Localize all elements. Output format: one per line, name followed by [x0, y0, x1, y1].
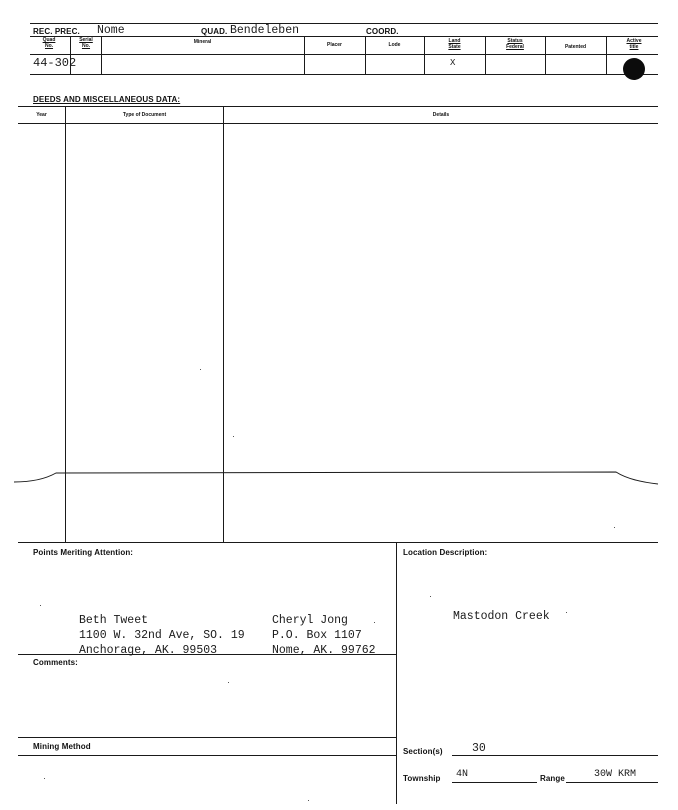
- comments-rule: [18, 654, 396, 655]
- mining-method-underline: [18, 755, 396, 756]
- lower-section-top-rule: [18, 542, 658, 543]
- claim-table-mid-rule: [30, 54, 658, 55]
- scan-speck: [566, 612, 567, 613]
- rec-prec-value: Nome: [97, 24, 125, 37]
- scan-speck: [40, 605, 41, 606]
- col-active-title: Active title: [626, 38, 642, 50]
- rec-prec-label: REC. PREC.: [33, 27, 80, 36]
- section-value: 30: [472, 742, 486, 755]
- range-value: 30W KRM: [594, 769, 637, 780]
- col-mineral: Mineral: [193, 39, 212, 45]
- scan-speck: [430, 596, 431, 597]
- township-underline: [452, 782, 537, 783]
- scan-speck: [614, 527, 615, 528]
- page-fold-line: [0, 462, 678, 492]
- mining-method-label: Mining Method: [33, 742, 91, 751]
- header-top-rule: [30, 23, 658, 24]
- contact-2: Cheryl Jong P.O. Box 1107 Nome, AK. 99762: [272, 614, 376, 657]
- points-label: Points Meriting Attention:: [33, 548, 134, 557]
- range-underline: [566, 782, 658, 783]
- township-value: 4N: [456, 769, 469, 780]
- active-title-filled-circle: [623, 58, 645, 80]
- contact-1: Beth Tweet 1100 W. 32nd Ave, SO. 19 Anchorage, AK. 99503: [79, 614, 245, 657]
- scan-speck: [233, 436, 234, 437]
- quad-value: Bendeleben: [230, 24, 300, 37]
- scan-speck: [44, 778, 45, 779]
- col-patented: Patented: [564, 44, 587, 50]
- deeds-header-rule: [18, 123, 658, 124]
- comments-label: Comments:: [33, 658, 78, 667]
- section-underline: [452, 755, 658, 756]
- col-serial-no: Serial No.: [79, 37, 93, 49]
- deeds-col-year: Year: [36, 112, 47, 118]
- col-placer: Placer: [326, 42, 342, 48]
- section-label: Section(s): [403, 747, 443, 756]
- scan-speck: [374, 622, 375, 623]
- deeds-heading: DEEDS AND MISCELLANEOUS DATA:: [33, 95, 181, 104]
- range-label: Range: [540, 774, 565, 783]
- col-quad-no: Quad No.: [42, 37, 56, 49]
- land-state-mark: X: [450, 58, 456, 68]
- quad-no-value: 44-302: [33, 56, 77, 70]
- mining-method-rule: [18, 737, 396, 738]
- scan-speck: [200, 369, 201, 370]
- township-label: Township: [403, 774, 441, 783]
- coord-label: COORD.: [366, 27, 399, 36]
- scan-speck: [308, 800, 309, 801]
- location-label: Location Description:: [403, 548, 488, 557]
- deeds-col-type: Type of Document: [122, 112, 167, 118]
- scan-speck: [228, 682, 229, 683]
- location-value: Mastodon Creek: [453, 610, 550, 623]
- deeds-col-details: Details: [432, 112, 450, 118]
- claim-col-divider: [606, 36, 607, 74]
- quad-label: QUAD.: [201, 27, 228, 36]
- claim-table-top-rule: [30, 36, 658, 37]
- deeds-top-rule: [18, 106, 658, 107]
- claim-table-bottom-rule: [30, 74, 658, 75]
- claim-col-divider: [545, 36, 546, 74]
- col-status-federal: Status Federal: [506, 38, 524, 50]
- lower-section-divider: [396, 542, 397, 804]
- col-land-state: Land State: [448, 38, 461, 50]
- col-lode: Lode: [388, 42, 401, 48]
